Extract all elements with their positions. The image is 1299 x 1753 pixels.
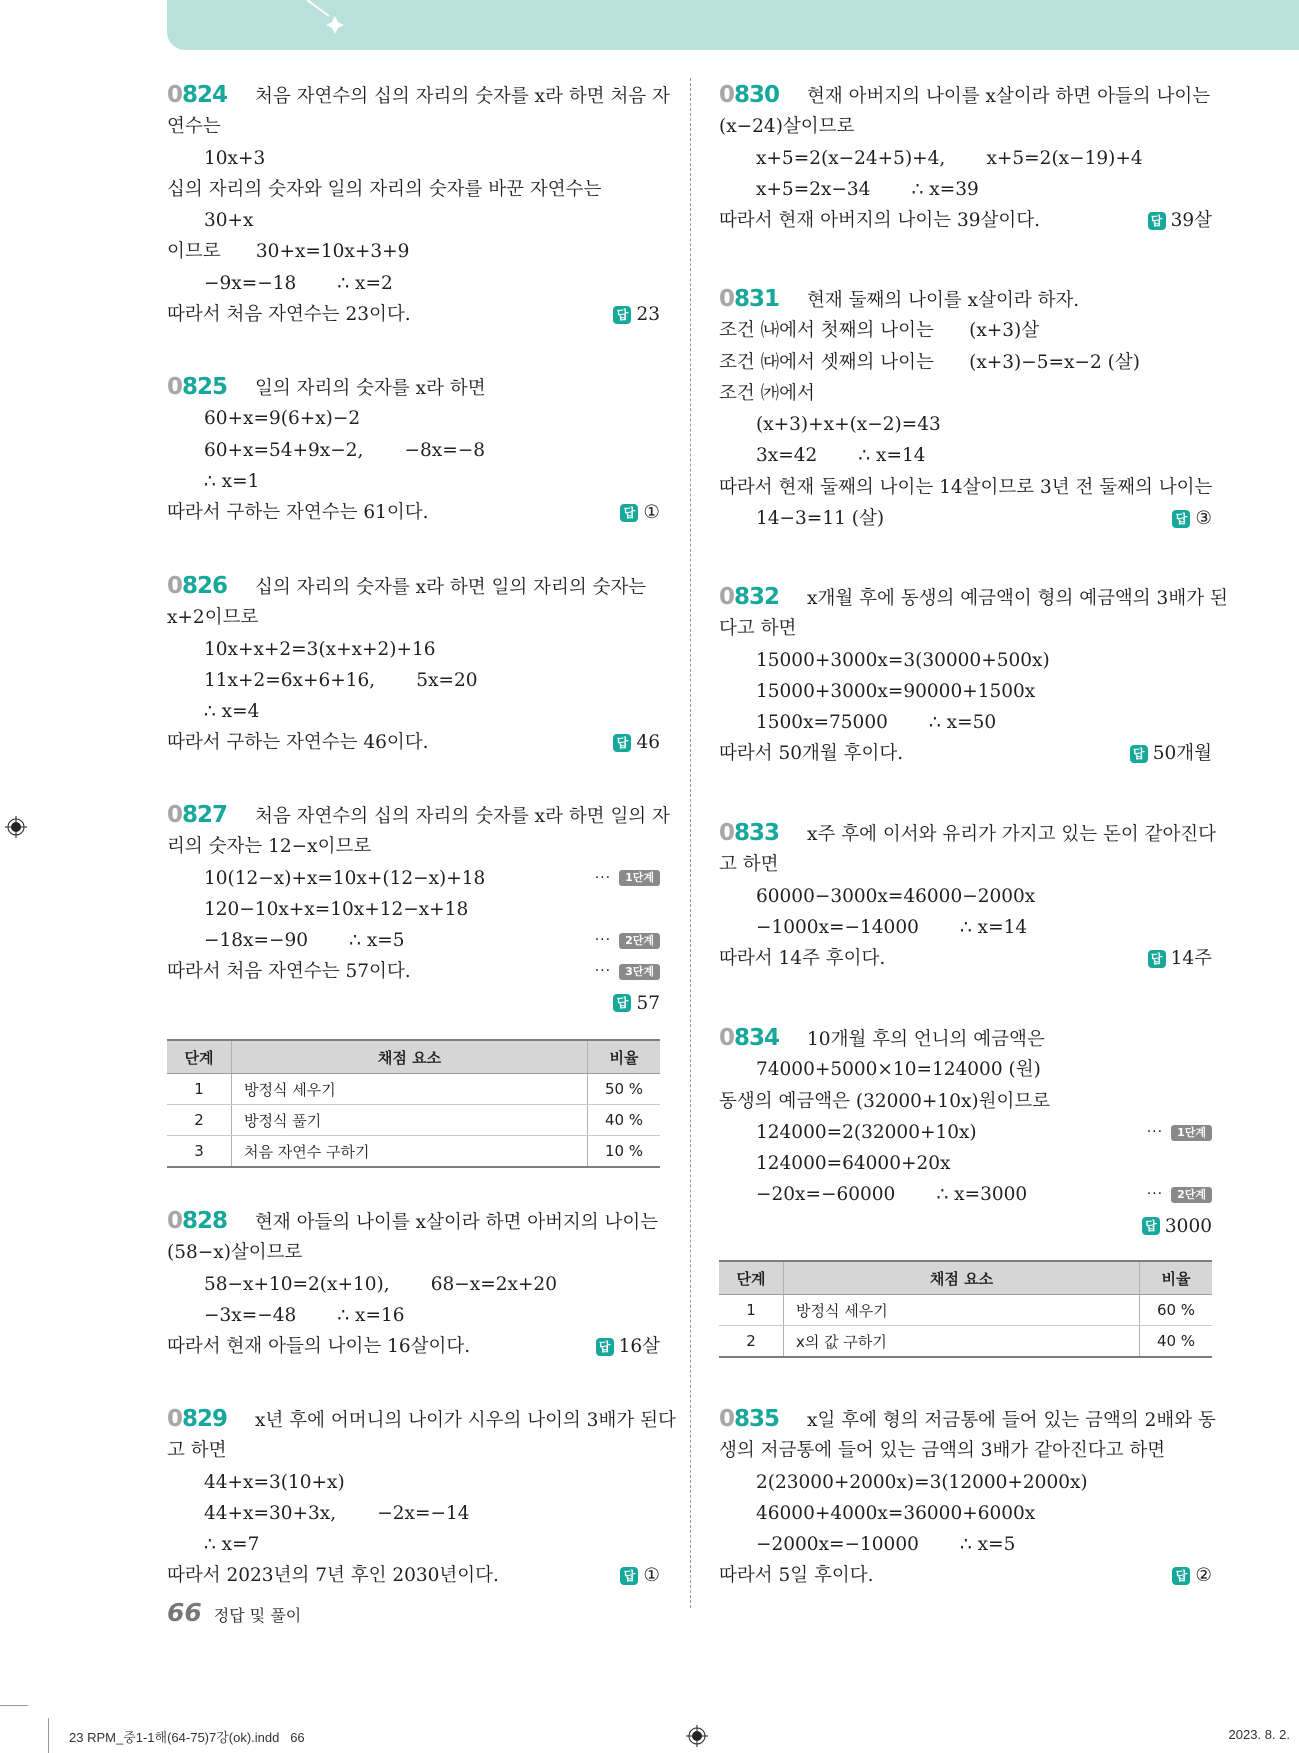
problem-number: [167, 1404, 227, 1435]
solution-line: [719, 881, 1212, 912]
problem-number-digits: 825: [182, 374, 228, 400]
line-text: 따라서 구하는 자연수는 46이다.: [167, 732, 429, 754]
problem-number: [719, 80, 779, 111]
registration-mark-icon: [686, 1725, 708, 1747]
line-text: −20x=−60000 ∴ x=3000: [756, 1184, 1028, 1206]
line-text: 따라서 현재 아들의 나이는 16살이다.: [167, 1336, 471, 1358]
problem-number-prefix: 0: [719, 1025, 735, 1051]
answer-badge-icon: 답: [613, 994, 631, 1012]
solution-line: [719, 943, 1212, 974]
table-cell: 1: [167, 1074, 232, 1105]
line-text: 따라서 구하는 자연수는 61이다.: [167, 502, 429, 524]
problem-number: [167, 80, 227, 111]
line-text: 60+x=54+9x−2, −8x=−8: [204, 439, 486, 461]
problem-number-digits: 824: [182, 82, 228, 108]
table-row: [719, 1295, 1212, 1326]
step-marker: [595, 956, 660, 987]
problem-number-prefix: 0: [167, 1208, 183, 1234]
problem-number-digits: 834: [734, 1025, 780, 1051]
solution-line: [167, 111, 660, 142]
problem-0828: [167, 1206, 660, 1362]
problem-number-prefix: 0: [167, 573, 183, 599]
solution-line: [719, 1086, 1212, 1117]
solution-line: [167, 831, 660, 862]
solution-line: [167, 205, 660, 236]
problem-number-digits: 832: [734, 584, 780, 610]
line-text: 10(12−x)+x=10x+(12−x)+18: [204, 867, 486, 889]
solution-line: [167, 435, 660, 466]
solution-line: [719, 378, 1212, 409]
section-label: 정답 및 풀이: [213, 1606, 302, 1625]
problem-number: [719, 284, 779, 315]
problem-0831: [719, 284, 1212, 534]
table-row: [167, 1105, 660, 1136]
solution-line: [719, 80, 1212, 111]
answer: [613, 299, 660, 330]
solution-line: [167, 863, 660, 894]
problem-number-digits: 833: [734, 820, 780, 846]
line-text: ∴ x=1: [204, 470, 260, 492]
answer-value: ①: [643, 1565, 660, 1587]
line-text: 현재 아들의 나이를 x살이라 하면 아버지의 나이는: [255, 1212, 659, 1233]
table-cell: 방정식 세우기: [232, 1074, 588, 1105]
problem-0825: [167, 372, 660, 528]
crop-mark: [0, 1705, 28, 1706]
answer-value: 3000: [1164, 1215, 1212, 1237]
problem-number-prefix: 0: [167, 1406, 183, 1432]
solution-line: [719, 1467, 1212, 1498]
table-cell: 2: [167, 1105, 232, 1136]
answer: [620, 497, 660, 528]
problem-0834: [719, 1023, 1212, 1242]
line-text: 이므로 30+x=10x+3+9: [167, 241, 410, 263]
line-text: 십의 자리의 숫자를 x라 하면 일의 자리의 숫자는: [255, 577, 647, 598]
line-text: 74000+5000×10=124000 (원): [756, 1059, 1041, 1081]
solution-line: [167, 602, 660, 633]
line-text: 다고 하면: [719, 618, 797, 640]
solution-line: [719, 912, 1212, 943]
line-text: 처음 자연수의 십의 자리의 숫자를 x라 하면 일의 자: [255, 806, 670, 827]
registration-mark-icon: [5, 816, 27, 838]
step-badge: 3단계: [619, 964, 660, 980]
answer-value: 14주: [1170, 948, 1212, 970]
answer-value: 46: [636, 732, 660, 754]
line-text: 십의 자리의 숫자와 일의 자리의 숫자를 바꾼 자연수는: [167, 178, 602, 200]
problem-0833: [719, 818, 1217, 974]
line-text: 고 하면: [167, 1440, 227, 1462]
line-text: 1500x=75000 ∴ x=50: [756, 712, 997, 734]
solution-line: [167, 800, 670, 831]
solution-line: [167, 1237, 660, 1268]
problem-0835: [719, 1404, 1216, 1592]
line-text: 11x+2=6x+6+16, 5x=20: [204, 669, 478, 691]
solution-line: [167, 1560, 660, 1591]
scoring-table: [719, 1260, 1212, 1358]
ellipsis: ···: [594, 869, 612, 886]
table-cell: 1: [719, 1295, 784, 1326]
answer: [1172, 1560, 1212, 1591]
answer-badge-icon: 답: [1148, 950, 1166, 968]
answer: [1148, 943, 1212, 974]
step-badge: 2단계: [619, 933, 660, 949]
line-text: −2000x=−10000 ∴ x=5: [756, 1534, 1016, 1556]
line-text: −18x=−90 ∴ x=5: [204, 930, 405, 952]
step-marker: [1147, 1179, 1212, 1210]
line-text: −1000x=−14000 ∴ x=14: [756, 916, 1028, 938]
header-band: [167, 0, 1299, 50]
solution-line: [719, 613, 1212, 644]
solution-line: [167, 1206, 660, 1237]
solution-line: [719, 315, 1212, 346]
table-cell: 40 %: [588, 1105, 661, 1136]
answer: [613, 988, 660, 1019]
table-cell: 40 %: [1140, 1326, 1213, 1358]
answer-value: 16살: [618, 1336, 660, 1358]
solution-line: [167, 1467, 660, 1498]
line-text: ∴ x=4: [204, 701, 260, 723]
line-text: 30+x: [204, 210, 254, 232]
page-number: 66: [167, 1598, 202, 1627]
line-text: 따라서 5일 후이다.: [719, 1565, 874, 1587]
solution-line: [167, 268, 660, 299]
answer-value: ③: [1195, 508, 1212, 530]
line-text: 따라서 처음 자연수는 57이다.: [167, 961, 411, 983]
table-cell: 처음 자연수 구하기: [232, 1136, 588, 1168]
answer: [1142, 1211, 1212, 1242]
problem-0826: [167, 571, 660, 759]
line-text: x년 후에 어머니의 나이가 시우의 나이의 3배가 된다: [255, 1410, 676, 1431]
solution-line: [719, 1054, 1212, 1085]
ellipsis: ···: [594, 932, 612, 949]
solution-line: [719, 645, 1212, 676]
solution-line: [719, 1179, 1212, 1210]
solution-line: [167, 696, 660, 727]
problem-0824: [167, 80, 670, 330]
table-cell: x의 값 구하기: [784, 1326, 1140, 1358]
problem-number: [167, 1206, 227, 1237]
answer: [613, 727, 660, 758]
solution-line: [167, 571, 660, 602]
problem-number: [719, 582, 779, 613]
solution-line: [167, 1529, 660, 1560]
crop-mark: [48, 1718, 49, 1753]
line-text: 현재 둘째의 나이를 x살이라 하자.: [807, 290, 1080, 311]
solution-line: [719, 1211, 1212, 1242]
problem-number: [719, 818, 779, 849]
problem-number-prefix: 0: [719, 1406, 735, 1432]
line-text: 따라서 50개월 후이다.: [719, 743, 904, 765]
solution-line: [719, 676, 1212, 707]
solution-line: [719, 1117, 1212, 1148]
line-text: 따라서 현재 아버지의 나이는 39살이다.: [719, 210, 1041, 232]
problem-number-prefix: 0: [719, 820, 735, 846]
table-cell: 방정식 풀기: [232, 1105, 588, 1136]
solution-line: [167, 299, 660, 330]
line-text: x+5=2(x−24+5)+4, x+5=2(x−19)+4: [756, 147, 1143, 169]
solution-line: [719, 143, 1212, 174]
line-text: 60000−3000x=46000−2000x: [756, 885, 1036, 907]
line-text: 따라서 처음 자연수는 23이다.: [167, 304, 411, 326]
step-marker: [595, 863, 660, 894]
solution-line: [167, 988, 660, 1019]
step-badge: 2단계: [1171, 1187, 1212, 1203]
solution-line: [719, 111, 1212, 142]
answer-badge-icon: 답: [596, 1338, 614, 1356]
table-header: 비율: [1140, 1261, 1213, 1295]
solution-line: [167, 925, 660, 956]
ellipsis: ···: [1146, 1186, 1164, 1203]
solution-line: [167, 403, 660, 434]
answer: [1172, 503, 1212, 534]
solution-line: [167, 174, 660, 205]
ellipsis: ···: [594, 963, 612, 980]
solution-line: [719, 738, 1212, 769]
problem-number: [719, 1023, 779, 1054]
answer: [620, 1560, 660, 1591]
table-header: 채점 요소: [232, 1040, 588, 1074]
line-text: 60+x=9(6+x)−2: [204, 408, 361, 430]
line-text: 10x+x+2=3(x+x+2)+16: [204, 638, 436, 660]
solution-line: [167, 236, 660, 267]
problem-number-prefix: 0: [167, 374, 183, 400]
line-text: 따라서 14주 후이다.: [719, 948, 886, 970]
problem-number-prefix: 0: [167, 82, 183, 108]
line-text: 따라서 현재 둘째의 나이는 14살이므로 3년 전 둘째의 나이는: [719, 476, 1213, 498]
step-marker: [595, 925, 660, 956]
problem-number-digits: 835: [734, 1406, 780, 1432]
scoring-table: [167, 1039, 660, 1168]
solution-line: [719, 205, 1212, 236]
solution-line: [719, 1435, 1212, 1466]
solution-line: [167, 665, 660, 696]
table-header: 채점 요소: [784, 1261, 1140, 1295]
line-text: 44+x=30+3x, −2x=−14: [204, 1502, 470, 1524]
problem-number-digits: 826: [182, 573, 228, 599]
answer-badge-icon: 답: [620, 1567, 638, 1585]
answer-badge-icon: 답: [1130, 745, 1148, 763]
line-text: 조건 ㈏에서 첫째의 나이는 (x+3)살: [719, 320, 1040, 342]
answer-badge-icon: 답: [1172, 510, 1190, 528]
table-cell: 방정식 세우기: [784, 1295, 1140, 1326]
solution-line: [719, 174, 1212, 205]
line-text: 현재 아버지의 나이를 x살이라 하면 아들의 나이는: [807, 86, 1211, 107]
table-cell: 60 %: [1140, 1295, 1213, 1326]
solution-line: [719, 472, 1212, 503]
line-text: 124000=2(32000+10x): [756, 1121, 977, 1143]
line-text: 15000+3000x=3(30000+500x): [756, 649, 1050, 671]
problem-number-prefix: 0: [719, 82, 735, 108]
answer-badge-icon: 답: [620, 504, 638, 522]
problem-number-prefix: 0: [167, 802, 183, 828]
line-text: 10x+3: [204, 147, 266, 169]
line-text: x+5=2x−34 ∴ x=39: [756, 178, 979, 200]
problem-number-digits: 831: [734, 286, 780, 312]
solution-line: [167, 143, 660, 174]
line-text: (x−24)살이므로: [719, 116, 855, 138]
line-text: (58−x)살이므로: [167, 1242, 303, 1264]
answer-badge-icon: 답: [1172, 1567, 1190, 1585]
table-cell: 2: [719, 1326, 784, 1358]
table-cell: 10 %: [588, 1136, 661, 1168]
answer-value: 50개월: [1152, 743, 1212, 765]
solution-line: [167, 1331, 660, 1362]
constellation-decoration-icon: [167, 0, 527, 50]
answer-value: 57: [636, 992, 660, 1014]
line-text: 동생의 예금액은 (32000+10x)원이므로: [719, 1090, 1051, 1112]
line-text: 고 하면: [719, 854, 779, 876]
table-row: [167, 1074, 660, 1105]
line-text: 120−10x+x=10x+12−x+18: [204, 898, 469, 920]
problem-0829: [167, 1404, 676, 1592]
line-text: 15000+3000x=90000+1500x: [756, 680, 1036, 702]
line-text: 연수는: [167, 116, 221, 138]
line-text: ∴ x=7: [204, 1534, 260, 1556]
problem-number-digits: 827: [182, 802, 228, 828]
answer-badge-icon: 답: [1142, 1217, 1160, 1235]
answer: [1148, 205, 1212, 236]
solution-line: [167, 1404, 676, 1435]
problem-number: [167, 571, 227, 602]
answer-value: ①: [643, 502, 660, 524]
line-text: 생의 저금통에 들어 있는 금액의 3배가 같아진다고 하면: [719, 1440, 1166, 1462]
solution-line: [719, 1023, 1212, 1054]
solution-line: [719, 1404, 1216, 1435]
solution-line: [719, 707, 1212, 738]
print-date: 2023. 8. 2.: [1228, 1727, 1290, 1742]
answer-value: 23: [636, 304, 660, 326]
line-text: 3x=42 ∴ x=14: [756, 445, 926, 467]
answer-badge-icon: 답: [1148, 212, 1166, 230]
problem-number: [719, 1404, 779, 1435]
ellipsis: ···: [1146, 1123, 1164, 1140]
solution-line: [719, 284, 1212, 315]
solution-line: [167, 497, 660, 528]
problem-number-digits: 830: [734, 82, 780, 108]
table-header: 단계: [719, 1261, 784, 1295]
line-text: 46000+4000x=36000+6000x: [756, 1502, 1036, 1524]
step-marker: [1147, 1117, 1212, 1148]
problem-0830: [719, 80, 1212, 236]
solution-line: [719, 347, 1212, 378]
solution-line: [719, 1560, 1212, 1591]
line-text: 124000=64000+20x: [756, 1153, 951, 1175]
line-text: 10개월 후의 언니의 예금액은: [807, 1029, 1045, 1050]
line-text: 44+x=3(10+x): [204, 1471, 345, 1493]
table-header: 단계: [167, 1040, 232, 1074]
answer-value: 39살: [1170, 210, 1212, 232]
solution-line: [167, 894, 660, 925]
solution-line: [167, 727, 660, 758]
solution-line: [167, 634, 660, 665]
solution-line: [719, 1498, 1212, 1529]
table-header: 비율: [588, 1040, 661, 1074]
line-text: 조건 ㈎에서: [719, 382, 815, 404]
answer: [1130, 738, 1212, 769]
problem-number: [167, 800, 227, 831]
line-text: x+2이므로: [167, 607, 259, 629]
page-footer-title: [167, 1598, 301, 1627]
problem-number-prefix: 0: [719, 584, 735, 610]
table-header-row: [719, 1261, 1212, 1295]
line-text: 따라서 2023년의 7년 후인 2030년이다.: [167, 1565, 499, 1587]
answer-badge-icon: 답: [613, 306, 631, 324]
line-text: x개월 후에 동생의 예금액이 형의 예금액의 3배가 된: [807, 588, 1228, 609]
solution-line: [167, 1269, 660, 1300]
solution-line: [167, 80, 670, 111]
line-text: x일 후에 형의 저금통에 들어 있는 금액의 2배와 동: [807, 1410, 1216, 1431]
problem-number-digits: 829: [182, 1406, 228, 1432]
step-badge: 1단계: [619, 870, 660, 886]
solution-line: [719, 440, 1212, 471]
solution-line: [167, 1498, 660, 1529]
problem-number-digits: 828: [182, 1208, 228, 1234]
column-divider: [690, 78, 691, 1608]
answer-badge-icon: 답: [613, 734, 631, 752]
solution-line: [719, 818, 1217, 849]
solution-line: [719, 1529, 1212, 1560]
table-cell: 3: [167, 1136, 232, 1168]
line-text: 2(23000+2000x)=3(12000+2000x): [756, 1471, 1088, 1493]
line-text: 58−x+10=2(x+10), 68−x=2x+20: [204, 1273, 557, 1295]
solution-line: [719, 1148, 1212, 1179]
solution-line: [167, 1300, 660, 1331]
solution-line: [167, 466, 660, 497]
line-text: −3x=−48 ∴ x=16: [204, 1304, 405, 1326]
solution-line: [167, 372, 660, 403]
solution-line: [719, 849, 1212, 880]
solution-line: [719, 409, 1212, 440]
table-row: [167, 1136, 660, 1168]
answer-value: ②: [1195, 1565, 1212, 1587]
line-text: (x+3)+x+(x−2)=43: [756, 414, 941, 436]
line-text: 일의 자리의 숫자를 x라 하면: [255, 378, 486, 399]
solution-line: [167, 1435, 660, 1466]
file-slug: 23 RPM_중1-1해(64-75)7강(ok).indd 66: [69, 1730, 305, 1745]
solution-line: [167, 956, 660, 987]
line-text: 14−3=11 (살): [756, 508, 885, 530]
problem-number: [167, 372, 227, 403]
line-text: 처음 자연수의 십의 자리의 숫자를 x라 하면 처음 자: [255, 86, 670, 107]
problem-0827: [167, 800, 670, 1019]
table-row: [719, 1326, 1212, 1358]
solution-line: [719, 503, 1212, 534]
problem-number-prefix: 0: [719, 286, 735, 312]
answer: [596, 1331, 660, 1362]
table-header-row: [167, 1040, 660, 1074]
line-text: 리의 숫자는 12−x이므로: [167, 836, 372, 858]
line-text: −9x=−18 ∴ x=2: [204, 272, 393, 294]
line-text: 조건 ㈐에서 셋째의 나이는 (x+3)−5=x−2 (살): [719, 351, 1140, 373]
table-cell: 50 %: [588, 1074, 661, 1105]
line-text: x주 후에 이서와 유리가 가지고 있는 돈이 같아진다: [807, 824, 1217, 845]
problem-0832: [719, 582, 1228, 770]
solution-line: [719, 582, 1228, 613]
step-badge: 1단계: [1171, 1125, 1212, 1141]
